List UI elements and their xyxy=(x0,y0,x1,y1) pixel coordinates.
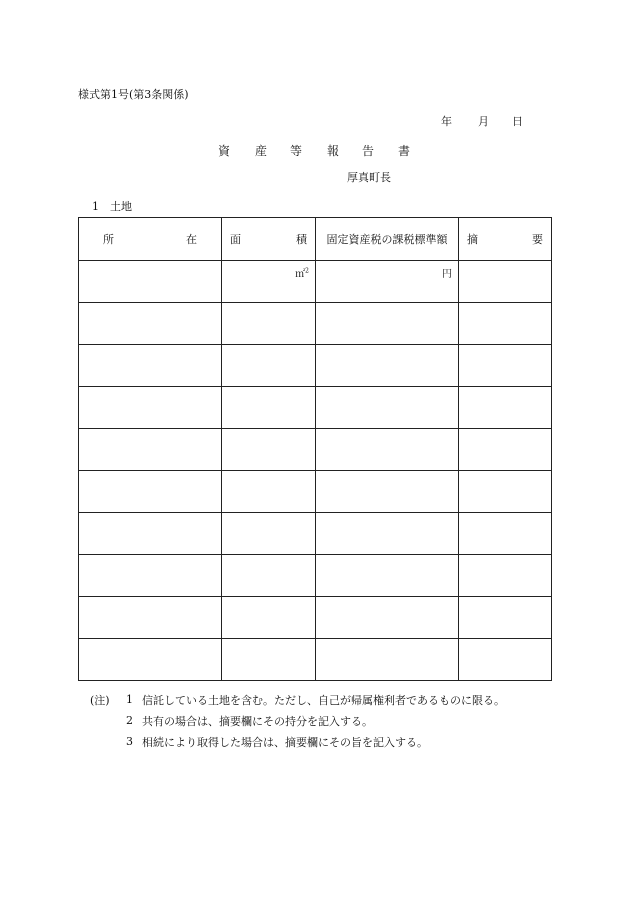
document-title-char: 書 xyxy=(398,144,411,158)
tax-value-cell[interactable] xyxy=(316,261,459,303)
location-cell[interactable] xyxy=(79,345,222,387)
location-cell[interactable] xyxy=(79,303,222,345)
note-text: 共有の場合は、摘要欄にその持分を記入する。 xyxy=(142,714,373,728)
note-item xyxy=(90,710,505,731)
remarks-cell[interactable] xyxy=(459,303,552,345)
area-cell[interactable] xyxy=(222,429,316,471)
tax-value-cell[interactable] xyxy=(316,639,459,681)
notes-section xyxy=(90,689,505,752)
table-row xyxy=(79,345,552,387)
section-heading xyxy=(92,198,132,214)
date-day-label: 日 xyxy=(512,115,523,128)
document-title-char: 産 xyxy=(255,144,268,158)
table-row xyxy=(79,303,552,345)
tax-value-cell[interactable] xyxy=(316,387,459,429)
location-cell[interactable] xyxy=(79,261,222,303)
remarks-cell[interactable] xyxy=(459,345,552,387)
remarks-cell[interactable] xyxy=(459,513,552,555)
location-cell[interactable] xyxy=(79,513,222,555)
tax-value-cell[interactable] xyxy=(316,471,459,513)
area-cell[interactable] xyxy=(222,471,316,513)
land-asset-table xyxy=(78,217,552,681)
section-number: 1 xyxy=(92,200,99,213)
note-item xyxy=(90,689,505,710)
document-title-char: 報 xyxy=(327,144,340,158)
remarks-cell[interactable] xyxy=(459,555,552,597)
area-cell[interactable] xyxy=(222,513,316,555)
location-cell[interactable] xyxy=(79,597,222,639)
remarks-cell[interactable] xyxy=(459,471,552,513)
header-location: 所 在 xyxy=(79,218,222,261)
area-cell[interactable] xyxy=(222,303,316,345)
yen-unit-label: 円 xyxy=(442,269,452,280)
area-cell[interactable] xyxy=(222,639,316,681)
document-title-char: 告 xyxy=(362,144,375,158)
note-item xyxy=(90,731,505,752)
location-cell[interactable] xyxy=(79,429,222,471)
note-number: 2 xyxy=(126,714,133,727)
header-remarks: 摘 要 xyxy=(459,218,552,261)
form-identifier: 様式第1号(第3条関係) xyxy=(78,88,189,101)
tax-value-cell[interactable] xyxy=(316,303,459,345)
table-row xyxy=(79,387,552,429)
table-row xyxy=(79,513,552,555)
table-row xyxy=(79,429,552,471)
table-header-row xyxy=(79,218,552,261)
section-label: 土地 xyxy=(110,200,132,213)
table-row xyxy=(79,597,552,639)
tax-value-cell[interactable] xyxy=(316,555,459,597)
location-cell[interactable] xyxy=(79,471,222,513)
location-cell[interactable] xyxy=(79,555,222,597)
area-cell[interactable] xyxy=(222,387,316,429)
document-title-char: 等 xyxy=(290,144,303,158)
header-area: 面 積 xyxy=(222,218,316,261)
area-unit-label: ㎡$^2$ xyxy=(295,267,309,280)
note-text: 相続により取得した場合は、摘要欄にその旨を記入する。 xyxy=(142,735,428,749)
remarks-cell[interactable] xyxy=(459,261,552,303)
table-row xyxy=(79,555,552,597)
notes-label: (注) xyxy=(90,693,110,707)
area-cell[interactable] xyxy=(222,345,316,387)
note-number: 1 xyxy=(126,693,133,706)
area-cell[interactable] xyxy=(222,555,316,597)
area-cell[interactable] xyxy=(222,597,316,639)
remarks-cell[interactable] xyxy=(459,639,552,681)
table-row xyxy=(79,639,552,681)
note-text: 信託している土地を含む。ただし、自己が帰属権利者であるものに限る。 xyxy=(142,693,505,707)
addressee: 厚真町長 xyxy=(347,171,391,184)
note-number: 3 xyxy=(126,735,133,748)
location-cell[interactable] xyxy=(79,639,222,681)
tax-value-cell[interactable] xyxy=(316,597,459,639)
remarks-cell[interactable] xyxy=(459,429,552,471)
header-tax-value: 固定資産税の課税標準額 xyxy=(316,218,459,261)
remarks-cell[interactable] xyxy=(459,387,552,429)
date-year-label: 年 xyxy=(441,115,452,128)
table-row xyxy=(79,471,552,513)
tax-value-cell[interactable] xyxy=(316,513,459,555)
date-month-label: 月 xyxy=(478,115,489,128)
tax-value-cell[interactable] xyxy=(316,345,459,387)
remarks-cell[interactable] xyxy=(459,597,552,639)
table-row xyxy=(79,261,552,303)
tax-value-cell[interactable] xyxy=(316,429,459,471)
location-cell[interactable] xyxy=(79,387,222,429)
document-title-char: 資 xyxy=(218,144,231,158)
area-cell[interactable] xyxy=(222,261,316,303)
